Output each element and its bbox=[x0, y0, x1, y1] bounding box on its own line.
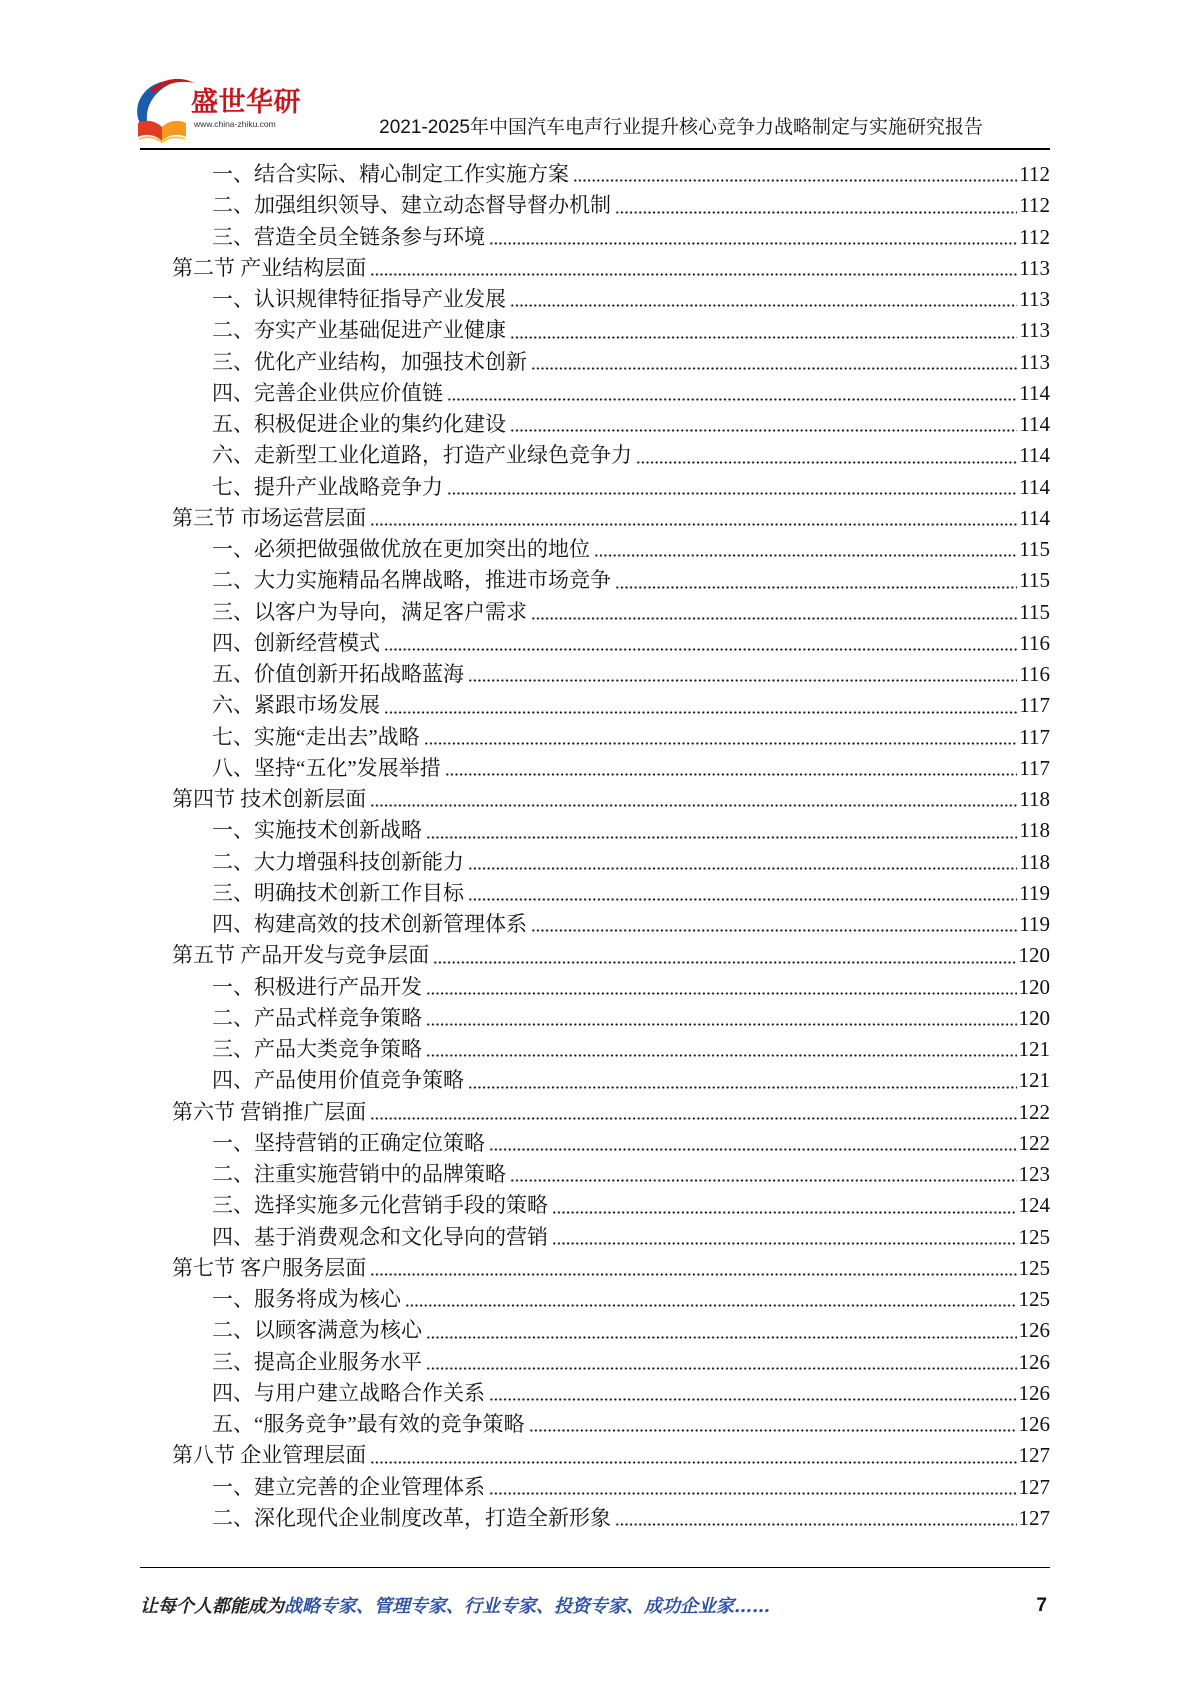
toc-subsection-entry[interactable] bbox=[172, 972, 1050, 1003]
toc-leader-dots bbox=[531, 347, 1017, 378]
toc-section-entry[interactable] bbox=[172, 940, 1050, 971]
toc-entry-title: 一、必须把做强做优放在更加突出的地位 bbox=[212, 537, 590, 561]
toc-entry-title: 三、明确技术创新工作目标 bbox=[212, 880, 464, 905]
toc-subsection-entry[interactable] bbox=[172, 409, 1050, 440]
logo-url: www.china-zhiku.com bbox=[194, 119, 276, 129]
toc-leader-dots bbox=[445, 753, 1018, 784]
toc-entry-title: 二、注重实施营销中的品牌策略 bbox=[212, 1162, 506, 1186]
toc-subsection-entry[interactable] bbox=[172, 690, 1050, 721]
toc-entry-title: 五、“服务竞争”最有效的竞争策略 bbox=[212, 1412, 525, 1436]
toc-entry-title: 一、服务将成为核心 bbox=[212, 1287, 401, 1311]
toc-leader-dots bbox=[433, 940, 1016, 971]
toc-page-number: 127 bbox=[1018, 1505, 1050, 1530]
toc-section-entry[interactable] bbox=[172, 253, 1050, 284]
footer-divider bbox=[140, 1567, 1050, 1568]
toc-page-number: 126 bbox=[1018, 1412, 1050, 1436]
toc-page-number: 115 bbox=[1019, 568, 1050, 593]
toc-subsection-entry[interactable] bbox=[172, 1378, 1050, 1409]
toc-subsection-entry[interactable] bbox=[172, 284, 1050, 315]
toc-entry-title: 第五节 产品开发与竞争层面 bbox=[172, 943, 430, 968]
toc-page-number: 121 bbox=[1018, 1037, 1050, 1061]
toc-section-entry[interactable] bbox=[172, 503, 1050, 534]
toc-subsection-entry[interactable] bbox=[172, 1315, 1050, 1346]
toc-entry-title: 四、创新经营模式 bbox=[212, 630, 380, 655]
toc-entry-title: 一、积极进行产品开发 bbox=[212, 974, 422, 999]
toc-entry-title: 四、与用户建立战略合作关系 bbox=[212, 1380, 485, 1405]
toc-subsection-entry[interactable] bbox=[172, 315, 1050, 346]
page-number: 7 bbox=[1036, 1595, 1047, 1616]
toc-leader-dots bbox=[529, 1409, 1017, 1440]
toc-page-number: 113 bbox=[1019, 349, 1050, 374]
toc-subsection-entry[interactable] bbox=[172, 222, 1050, 253]
toc-entry-title: 一、坚持营销的正确定位策略 bbox=[212, 1130, 485, 1155]
toc-page-number: 118 bbox=[1019, 818, 1050, 843]
toc-page-number: 112 bbox=[1019, 162, 1050, 186]
toc-leader-dots bbox=[636, 440, 1017, 471]
toc-subsection-entry[interactable] bbox=[172, 815, 1050, 846]
toc-subsection-entry[interactable] bbox=[172, 1472, 1050, 1503]
toc-entry-title: 二、以顾客满意为核心 bbox=[212, 1318, 422, 1343]
toc-page-number: 114 bbox=[1019, 505, 1050, 530]
toc-page-number: 114 bbox=[1019, 412, 1050, 436]
toc-subsection-entry[interactable] bbox=[172, 753, 1050, 784]
toc-entry-title: 六、走新型工业化道路，打造产业绿色竞争力 bbox=[212, 443, 632, 468]
toc-subsection-entry[interactable] bbox=[172, 159, 1050, 190]
toc-entry-title: 三、优化产业结构，加强技术创新 bbox=[212, 349, 527, 374]
toc-page-number: 117 bbox=[1019, 755, 1050, 780]
toc-page-number: 115 bbox=[1019, 537, 1050, 561]
toc-entry-title: 四、构建高效的技术创新管理体系 bbox=[212, 912, 527, 936]
logo-red-swoosh bbox=[150, 79, 194, 93]
toc-entry-title: 第三节 市场运营层面 bbox=[172, 505, 367, 530]
toc-page-number: 115 bbox=[1019, 599, 1050, 624]
toc-leader-dots bbox=[426, 972, 1017, 1003]
toc-subsection-entry[interactable] bbox=[172, 347, 1050, 378]
toc-entry-title: 三、提高企业服务水平 bbox=[212, 1349, 422, 1374]
toc-entry-title: 一、认识规律特征指导产业发展 bbox=[212, 287, 506, 311]
toc-page-number: 116 bbox=[1019, 662, 1050, 686]
logo-brand-name: 盛世华研 bbox=[191, 87, 301, 118]
toc-subsection-entry[interactable] bbox=[172, 534, 1050, 565]
toc-leader-dots bbox=[531, 597, 1017, 628]
toc-subsection-entry[interactable] bbox=[172, 722, 1050, 753]
toc-leader-dots bbox=[510, 315, 1017, 346]
toc-leader-dots bbox=[489, 222, 1017, 253]
toc-page-number: 122 bbox=[1018, 1099, 1050, 1124]
toc-entry-title: 四、产品使用价值竞争策略 bbox=[212, 1068, 464, 1093]
toc-entry-title: 一、建立完善的企业管理体系 bbox=[212, 1474, 485, 1499]
toc-subsection-entry[interactable] bbox=[172, 1503, 1050, 1534]
toc-entry-title: 二、产品式样竞争策略 bbox=[212, 1005, 422, 1030]
toc-leader-dots bbox=[468, 659, 1017, 690]
toc-page-number: 114 bbox=[1019, 474, 1050, 499]
toc-page-number: 127 bbox=[1018, 1443, 1050, 1468]
toc-leader-dots bbox=[489, 1472, 1017, 1503]
toc-leader-dots bbox=[370, 1440, 1016, 1471]
toc-section-entry[interactable] bbox=[172, 784, 1050, 815]
toc-page-number: 112 bbox=[1019, 224, 1050, 249]
toc-leader-dots bbox=[424, 722, 1018, 753]
toc-entry-title: 一、结合实际、精心制定工作实施方案 bbox=[212, 162, 569, 186]
toc-subsection-entry[interactable] bbox=[172, 1284, 1050, 1315]
slogan-prefix: 让每个人都能成为 bbox=[140, 1596, 284, 1617]
toc-entry-title: 七、实施“走出去”战略 bbox=[212, 724, 420, 749]
toc-page-number: 126 bbox=[1018, 1380, 1050, 1405]
toc-section-entry[interactable] bbox=[172, 1097, 1050, 1128]
header-divider bbox=[140, 148, 1050, 150]
toc-leader-dots bbox=[426, 1034, 1017, 1065]
toc-page-number: 114 bbox=[1019, 380, 1050, 405]
toc-entry-title: 六、紧跟市场发展 bbox=[212, 693, 380, 718]
toc-subsection-entry[interactable] bbox=[172, 1159, 1050, 1190]
toc-leader-dots bbox=[370, 1097, 1016, 1128]
toc-entry-title: 四、完善企业供应价值链 bbox=[212, 380, 443, 405]
toc-leader-dots bbox=[594, 534, 1017, 565]
toc-section-entry[interactable] bbox=[172, 1253, 1050, 1284]
toc-entry-title: 五、积极促进企业的集约化建设 bbox=[212, 412, 506, 436]
toc-section-entry[interactable] bbox=[172, 1440, 1050, 1471]
toc-leader-dots bbox=[510, 284, 1017, 315]
toc-entry-title: 三、以客户为导向，满足客户需求 bbox=[212, 599, 527, 624]
toc-entry-title: 一、实施技术创新战略 bbox=[212, 818, 422, 843]
toc-leader-dots bbox=[489, 1378, 1017, 1409]
toc-page-number: 120 bbox=[1018, 943, 1050, 968]
toc-leader-dots bbox=[552, 1190, 1017, 1221]
toc-page-number: 120 bbox=[1018, 974, 1050, 999]
toc-leader-dots bbox=[370, 784, 1017, 815]
toc-entry-title: 八、坚持“五化”发展举措 bbox=[212, 755, 441, 780]
toc-leader-dots bbox=[510, 409, 1017, 440]
toc-leader-dots bbox=[468, 847, 1017, 878]
toc-page-number: 125 bbox=[1018, 1287, 1050, 1311]
toc-entry-title: 四、基于消费观念和文化导向的营销 bbox=[212, 1224, 548, 1249]
toc-entry-title: 二、大力增强科技创新能力 bbox=[212, 849, 464, 874]
toc-page-number: 127 bbox=[1018, 1474, 1050, 1499]
toc-entry-title: 三、产品大类竞争策略 bbox=[212, 1037, 422, 1061]
logo-icon bbox=[128, 75, 196, 143]
toc-subsection-entry[interactable] bbox=[172, 440, 1050, 471]
toc-subsection-entry[interactable] bbox=[172, 659, 1050, 690]
toc-leader-dots bbox=[426, 1347, 1017, 1378]
toc-leader-dots bbox=[384, 628, 1017, 659]
toc-leader-dots bbox=[489, 1128, 1017, 1159]
toc-subsection-entry[interactable] bbox=[172, 1003, 1050, 1034]
toc-entry-title: 五、价值创新开拓战略蓝海 bbox=[212, 662, 464, 686]
toc-leader-dots bbox=[573, 159, 1017, 190]
toc-page-number: 124 bbox=[1018, 1193, 1050, 1218]
toc-entry-title: 七、提升产业战略竞争力 bbox=[212, 474, 443, 499]
toc-leader-dots bbox=[531, 909, 1017, 940]
toc-leader-dots bbox=[615, 1503, 1017, 1534]
toc-leader-dots bbox=[510, 1159, 1017, 1190]
toc-entry-title: 第八节 企业管理层面 bbox=[172, 1443, 367, 1468]
toc-leader-dots bbox=[370, 1253, 1016, 1284]
toc-page-number: 114 bbox=[1019, 443, 1050, 468]
toc-subsection-entry[interactable] bbox=[172, 909, 1050, 940]
toc-subsection-entry[interactable] bbox=[172, 1128, 1050, 1159]
toc-entry-title: 第七节 客户服务层面 bbox=[172, 1255, 367, 1280]
slogan-highlight: 战略专家、管理专家、行业专家、投资专家、成功企业家…… bbox=[284, 1596, 770, 1617]
toc-subsection-entry[interactable] bbox=[172, 1347, 1050, 1378]
toc-subsection-entry[interactable] bbox=[172, 1065, 1050, 1096]
toc-page-number: 112 bbox=[1019, 193, 1050, 218]
toc-page-number: 118 bbox=[1019, 849, 1050, 874]
toc-leader-dots bbox=[370, 253, 1017, 284]
toc-leader-dots bbox=[468, 878, 1017, 909]
toc-leader-dots bbox=[370, 503, 1017, 534]
toc-leader-dots bbox=[615, 190, 1017, 221]
toc-leader-dots bbox=[552, 1222, 1017, 1253]
toc-entry-title: 二、大力实施精品名牌战略，推进市场竞争 bbox=[212, 568, 611, 593]
toc-subsection-entry[interactable] bbox=[172, 1409, 1050, 1440]
toc-leader-dots bbox=[384, 690, 1017, 721]
toc-subsection-entry[interactable] bbox=[172, 847, 1050, 878]
toc-subsection-entry[interactable] bbox=[172, 597, 1050, 628]
toc-page-number: 123 bbox=[1018, 1162, 1050, 1186]
toc-entry-title: 三、营造全员全链条参与环境 bbox=[212, 224, 485, 249]
toc-page-number: 113 bbox=[1019, 255, 1050, 280]
toc-entry-title: 三、选择实施多元化营销手段的策略 bbox=[212, 1193, 548, 1218]
toc-page-number: 117 bbox=[1019, 693, 1050, 718]
toc-leader-dots bbox=[426, 815, 1017, 846]
toc-leader-dots bbox=[426, 1315, 1017, 1346]
toc-entry-title: 第六节 营销推广层面 bbox=[172, 1099, 367, 1124]
toc-leader-dots bbox=[447, 472, 1017, 503]
toc-leader-dots bbox=[615, 565, 1017, 596]
toc-page-number: 121 bbox=[1018, 1068, 1050, 1093]
toc-leader-dots bbox=[468, 1065, 1017, 1096]
report-title: 2021-2025年中国汽车电声行业提升核心竞争力战略制定与实施研究报告 bbox=[379, 117, 983, 138]
footer-slogan bbox=[140, 1595, 770, 1619]
toc-subsection-entry[interactable] bbox=[172, 565, 1050, 596]
toc-entry-title: 二、深化现代企业制度改革，打造全新形象 bbox=[212, 1505, 611, 1530]
toc-page-number: 113 bbox=[1019, 287, 1050, 311]
toc-page-number: 125 bbox=[1018, 1255, 1050, 1280]
toc-page-number: 122 bbox=[1018, 1130, 1050, 1155]
toc-page-number: 125 bbox=[1018, 1224, 1050, 1249]
toc-leader-dots bbox=[405, 1284, 1017, 1315]
toc-entry-title: 二、加强组织领导、建立动态督导督办机制 bbox=[212, 193, 611, 218]
toc-page-number: 120 bbox=[1018, 1005, 1050, 1030]
toc-entry-title: 二、夯实产业基础促进产业健康 bbox=[212, 318, 506, 343]
toc-subsection-entry[interactable] bbox=[172, 1190, 1050, 1221]
toc-subsection-entry[interactable] bbox=[172, 1222, 1050, 1253]
toc-subsection-entry[interactable] bbox=[172, 1034, 1050, 1065]
toc-subsection-entry[interactable] bbox=[172, 878, 1050, 909]
toc-subsection-entry[interactable] bbox=[172, 190, 1050, 221]
toc-page-number: 117 bbox=[1019, 724, 1050, 749]
toc-page-number: 126 bbox=[1018, 1318, 1050, 1343]
toc-subsection-entry[interactable] bbox=[172, 628, 1050, 659]
toc-page-number: 119 bbox=[1019, 912, 1050, 936]
toc-page-number: 113 bbox=[1019, 318, 1050, 343]
toc-subsection-entry[interactable] bbox=[172, 472, 1050, 503]
toc-leader-dots bbox=[426, 1003, 1017, 1034]
toc-page-number: 126 bbox=[1018, 1349, 1050, 1374]
toc-entry-title: 第二节 产业结构层面 bbox=[172, 255, 367, 280]
toc-entry-title: 第四节 技术创新层面 bbox=[172, 787, 367, 811]
toc-page-number: 116 bbox=[1019, 630, 1050, 655]
toc-leader-dots bbox=[447, 378, 1017, 409]
toc-page-number: 119 bbox=[1019, 880, 1050, 905]
toc-subsection-entry[interactable] bbox=[172, 378, 1050, 409]
toc-page-number: 118 bbox=[1019, 787, 1050, 811]
table-of-contents bbox=[172, 159, 1050, 1534]
